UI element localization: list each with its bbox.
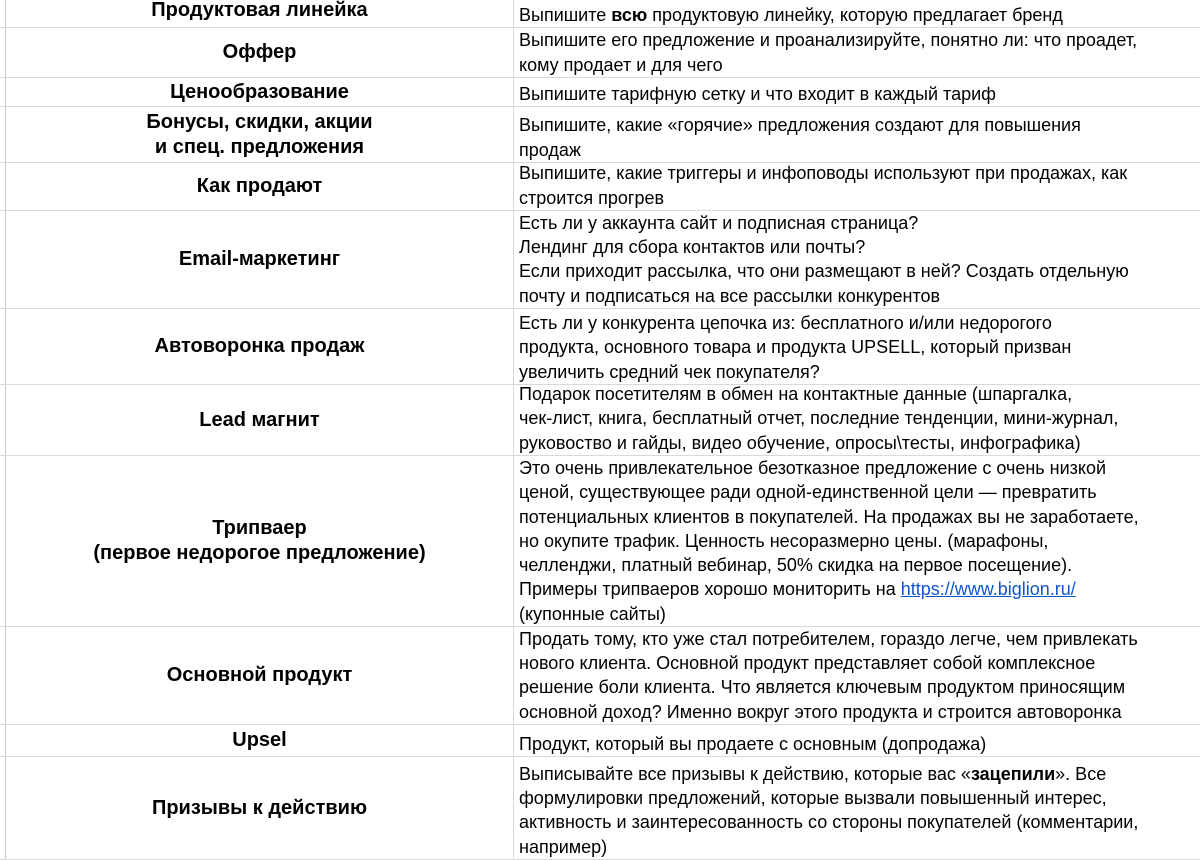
description-line: кому продает и для чего: [519, 54, 723, 75]
table-row: [0, 309, 1200, 385]
description-line: Продать тому, кто уже стал потребителем, гораздо легче, чем привлекать: [519, 628, 1138, 649]
description-line: чек-лист, книга, бесплатный отчет, последние тенденции, мини-журнал,: [519, 408, 1119, 429]
table-row: [0, 107, 1200, 163]
table-row: [0, 627, 1200, 725]
category-title-line: (первое недорогое предложение): [93, 542, 426, 564]
link[interactable]: https://www.biglion.ru/: [900, 579, 1076, 600]
description-line: решение боли клиента. Что является ключевым продуктом приносящим: [519, 677, 1126, 698]
description-line: [519, 762, 1200, 786]
description-line: увеличить средний чек покупателя?: [519, 361, 820, 382]
table-row: [0, 78, 1200, 107]
description-line: активность и заинтересованность со стороны покупателей (комментарии,: [519, 812, 1139, 833]
category-cell[interactable]: [6, 627, 514, 724]
description-line: строится прогрев: [519, 187, 665, 208]
category-cell[interactable]: [6, 0, 514, 27]
category-title-line: Основной продукт: [166, 664, 353, 686]
description-line: нового клиента. Основной продукт представляет собой комплексное: [519, 653, 1096, 674]
description-line: Лендинг для сбора контактов или почты?: [519, 237, 866, 258]
bold-text: зацепили: [970, 763, 1056, 784]
category-title-line: Email-маркетинг: [178, 248, 341, 270]
description-line: продаж: [519, 139, 581, 160]
description-cell[interactable]: [514, 725, 1200, 756]
description-line: основной доход? Именно вокруг этого продукта и строится автоворонка: [519, 701, 1122, 722]
description-cell[interactable]: [514, 456, 1200, 626]
description-line: почту и подписаться на все рассылки конкурентов: [519, 285, 941, 306]
category-cell[interactable]: [6, 456, 514, 626]
description-line: Есть ли у аккаунта сайт и подписная страница?: [519, 212, 919, 233]
category-title-line: Продуктовая линейка: [151, 0, 368, 21]
description-line: ценой, существующее ради одной-единственной цели — превратить: [519, 482, 1097, 503]
table-row: [0, 0, 1200, 28]
text-segment: Выпишите: [519, 4, 612, 25]
description-cell[interactable]: [514, 0, 1200, 27]
category-title-line: Автоворонка продаж: [154, 335, 365, 357]
description-cell[interactable]: [514, 78, 1200, 106]
text-segment: Примеры трипваеров хорошо мониторить на: [519, 579, 901, 600]
description-line: Если приходит рассылка, что они размещают в ней? Создать отдельную: [519, 261, 1129, 282]
description-line: [519, 3, 1200, 27]
description-line: формулировки предложений, которые вызвали повышенный интерес,: [519, 788, 1107, 809]
category-cell[interactable]: [6, 309, 514, 384]
category-cell[interactable]: [6, 757, 514, 859]
description-cell[interactable]: [514, 309, 1200, 384]
text-segment: Выписывайте все призывы к действию, которые вас «: [519, 763, 971, 784]
description-line: (купонные сайты): [519, 603, 666, 624]
table-row: [0, 163, 1200, 211]
text-segment: ». Все: [1055, 763, 1107, 784]
category-title-line: Оффер: [222, 41, 297, 63]
category-title-line: Бонусы, скидки, акции: [146, 110, 373, 133]
description-cell[interactable]: [514, 757, 1200, 859]
table-row: [0, 28, 1200, 78]
bold-text: всю: [611, 4, 648, 25]
description-line: продукта, основного товара и продукта UPSELL, который призван: [519, 337, 1072, 358]
description-cell[interactable]: [514, 28, 1200, 77]
description-line: например): [519, 836, 608, 857]
category-cell[interactable]: [6, 385, 514, 455]
description-cell[interactable]: [514, 107, 1200, 162]
category-title-line: Ценообразование: [170, 80, 349, 103]
description-line: но окупите трафик. Ценность несоразмерно цены. (марафоны,: [519, 530, 1049, 551]
table-row: [0, 725, 1200, 757]
category-title-line: и спец. предложения: [154, 135, 365, 158]
category-cell[interactable]: [6, 28, 514, 77]
description-cell[interactable]: [514, 211, 1200, 308]
category-cell[interactable]: [6, 78, 514, 106]
category-cell[interactable]: [6, 725, 514, 756]
description-line: Выпишите, какие триггеры и инфоповоды используют при продажах, как: [519, 163, 1128, 184]
category-title-line: Призывы к действию: [151, 796, 368, 819]
description-cell[interactable]: [514, 163, 1200, 210]
description-line: Есть ли у конкурента цепочка из: бесплатного и/или недорогого: [519, 313, 1052, 334]
table-row: [0, 757, 1200, 860]
category-title-line: Трипваер: [212, 517, 307, 539]
table-row: [0, 211, 1200, 309]
description-cell[interactable]: [514, 627, 1200, 724]
category-title-line: Как продают: [196, 175, 323, 197]
category-cell[interactable]: [6, 211, 514, 308]
description-line: Продукт, который вы продаете с основным (допродажа): [519, 733, 987, 754]
table-row: [0, 385, 1200, 456]
table-row: [0, 456, 1200, 627]
description-line: потенциальных клиентов в покупателей. На продажах вы не заработаете,: [519, 506, 1139, 527]
description-line: челленджи, платный вебинар, 50% скидка на первое посещение).: [519, 555, 1073, 576]
description-line: Выпишите, какие «горячие» предложения создают для повышения: [519, 115, 1081, 136]
description-line: Это очень привлекательное безотказное предложение с очень низкой: [519, 457, 1107, 478]
category-cell[interactable]: [6, 107, 514, 162]
description-line: Выпишите тарифную сетку и что входит в каждый тариф: [519, 83, 996, 104]
description-line: Подарок посетителям в обмен на контактные данные (шпаргалка,: [519, 385, 1073, 405]
text-segment: продуктовую линейку, которую предлагает бренд: [647, 4, 1063, 25]
category-title-line: Upsel: [232, 729, 287, 751]
category-cell[interactable]: [6, 163, 514, 210]
description-line: руковоство и гайды, видео обучение, опросы\тесты, инфографика): [519, 432, 1081, 453]
category-title-line: Lead магнит: [199, 408, 320, 431]
description-line: Выпишите его предложение и проанализируйте, понятно ли: что проадет,: [519, 30, 1138, 51]
description-cell[interactable]: [514, 385, 1200, 455]
description-line: [519, 577, 1200, 601]
